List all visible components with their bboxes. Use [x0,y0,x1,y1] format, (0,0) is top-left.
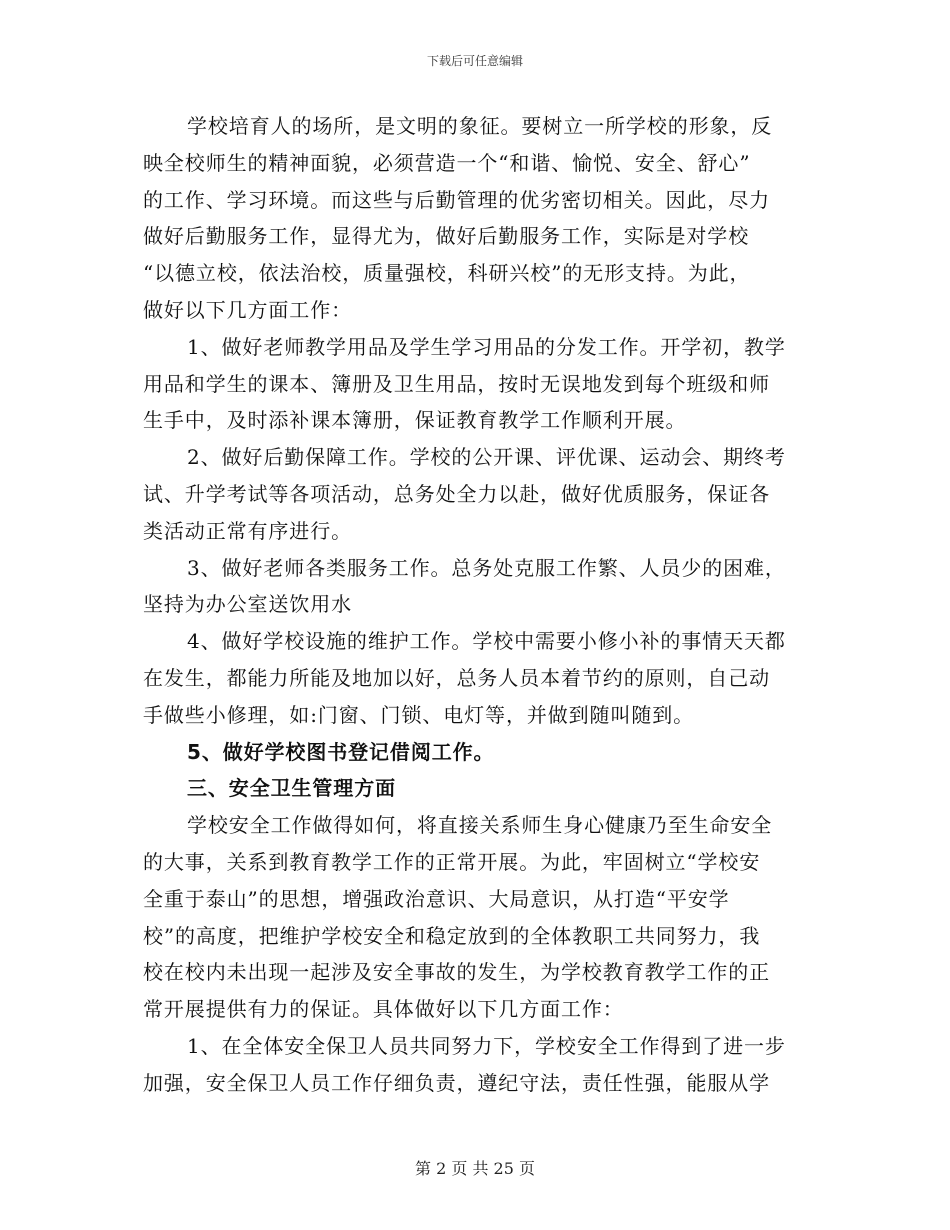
text-line: 用品和学生的课本、簿册及卫生用品，按时无误地发到每个班级和师 [143,371,770,396]
text-line: 映全校师生的精神面貌，必须营造一个“和谐、愉悦、安全、舒心” [143,150,751,175]
text-line: 学校培育人的场所，是文明的象征。要树立一所学校的形象，反 [187,114,773,138]
paragraph [143,1028,808,1102]
paragraph [143,550,808,624]
paragraph [143,439,808,549]
text-line: 手做些小修理，如:门窗、门锁、电灯等，并做到随叫随到。 [143,702,695,727]
text-line: 2、做好后勤保障工作。学校的公开课、评优课、运动会、期终考 [187,445,786,470]
document-body [143,108,808,1102]
text-line: 三、安全卫生管理方面 [187,776,396,801]
paragraph [143,108,808,329]
text-line: 在发生，都能力所能及地加以好，总务人员本着节约的原则，自己动 [143,665,770,690]
text-line: 做好以下几方面工作： [143,297,352,322]
text-line: 常开展提供有力的保证。具体做好以下几方面工作： [143,997,624,1022]
paragraph [143,807,808,1028]
text-line: 校在校内未出现一起涉及安全事故的发生，为学校教育教学工作的正 [143,960,770,985]
text-line: 类活动正常有序进行。 [143,518,352,543]
text-line: 生手中，及时添补课本簿册，保证教育教学工作顺利开展。 [143,408,687,433]
text-line: 坚持为办公室送饮用水 [143,592,352,617]
paragraph [143,623,808,733]
text-line: “以德立校，依法治校，质量强校，科研兴校”的无形支持。为此， [143,261,751,286]
page-header: 下载后可任意编辑 [426,54,523,68]
page-footer: 第 2 页 共 25 页 [415,1159,535,1178]
text-line: 校”的高度，把维护学校安全和稳定放到的全体教职工共同努力，我 [143,923,761,948]
text-line: 4、做好学校设施的维护工作。学校中需要小修小补的事情天天都 [187,629,786,654]
text-line: 3、做好老师各类服务工作。总务处克服工作繁、人员少的困难， [187,555,786,580]
text-line: 做好后勤服务工作，显得尤为，做好后勤服务工作，实际是对学校 [143,224,750,249]
text-line: 全重于泰山”的思想，增强政治意识、大局意识，从打造“平安学 [143,886,730,911]
text-line: 加强，安全保卫人员工作仔细负责，遵纪守法，责任性强，能服从学 [143,1070,770,1095]
text-line: 的大事，关系到教育教学工作的正常开展。为此，牢固树立“学校安 [143,849,761,874]
text-line: 的工作、学习环境。而这些与后勤管理的优劣密切相关。因此，尽力 [143,187,770,212]
text-line: 1、在全体安全保卫人员共同努力下，学校安全工作得到了进一步 [187,1033,786,1058]
text-line: 试、升学考试等各项活动，总务处全力以赴，做好优质服务，保证各 [143,481,770,506]
text-line: 1、做好老师教学用品及学生学习用品的分发工作。开学初，教学 [187,334,786,359]
text-line: 学校安全工作做得如何，将直接关系师生身心健康乃至生命安全 [187,813,773,838]
section-heading [143,770,808,807]
text-line: 5、做好学校图书登记借阅工作。 [187,739,495,764]
section-heading [143,734,808,771]
paragraph [143,329,808,439]
